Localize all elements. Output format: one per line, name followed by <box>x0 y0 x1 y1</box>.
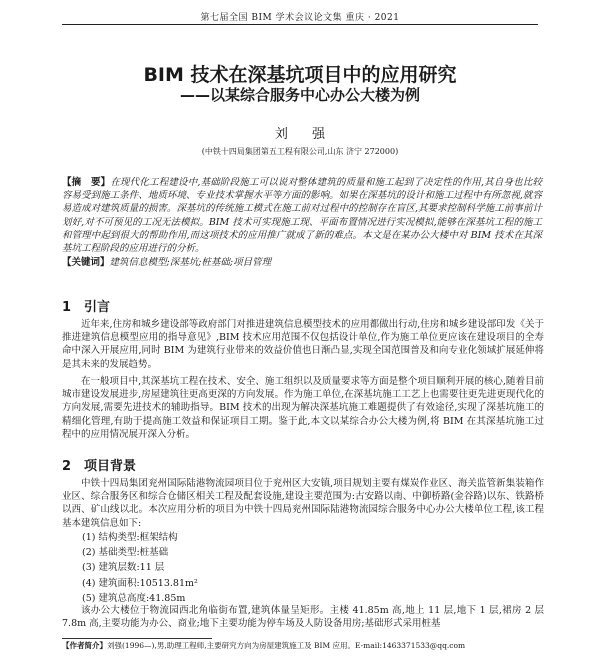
footnote-rule <box>62 638 212 639</box>
paragraph: 在一般项目中,其深基坑工程在技术、安全、施工组织以及质量要求等方面是整个项目顺利开展的核心,随着目前城市建设发展进步,房屋建筑往更高更深的方向发展。作为施工单位,在深基坑施工工艺上也需要往更先进更现代化的方向发展,需要先进技术的辅助指导。BIM 技术的出现为解决深基坑施工难题提供了有效途径,实现了深基坑施工的精细化管理,有助于提高施工效益和保证项目工期。鉴于此,本文以某综合办公大楼为例,将 BIM 在其深基坑施工过程中的应用情况展开深入分析。 <box>62 376 544 440</box>
paper-subtitle: ——以某综合服务中心办公大楼为例 <box>179 86 420 104</box>
footnote-label: 【作者简介】 <box>62 641 107 650</box>
header-rule <box>62 24 538 25</box>
footnote-text: 刘强(1996—),男,助理工程师,主要研究方向为房屋建筑施工及 BIM 应用。E-mail:1463371533@qq.com <box>107 641 466 650</box>
paragraph: 近年来,住房和城乡建设部等政府部门对推进建筑信息模型技术的应用都做出行动,住房和城乡建设部印发《关于推进建筑信息模型应用的指导意见》,BIM 技术应用范围不仅包括设计单位,作为施工单位更应该在建设项目的全寿命中深入开展应用,同时 BIM 为建筑行业带来的效益价值也日渐凸显,实现全国范围普及和向专业化领域扩展延伸将是其未来的发展趋势。 <box>62 319 544 370</box>
paragraph: 中铁十四局集团兖州国际陆港物流园项目位于兖州区大安镇,项目规划主要有煤炭作业区、海关监管新集装箱作业区、综合服务区和综合仓储区相关工程及配套设施,建设主要范围为:古安路以南、中御桥路(金谷路)以东、铁路桥以西、矿山线以北。本次应用分析的项目为中铁十四局兖州国际陆港物流园综合服务中心办公大楼单位工程,该工程基本建筑信息如下: <box>62 478 544 529</box>
list-item: (1) 结构类型:框架结构 <box>82 532 178 543</box>
list-item: (3) 建筑层数:11 层 <box>82 562 165 574</box>
author-name: 刘 强 <box>274 127 336 142</box>
running-header: 第七届全国 BIM 学术会议论文集 重庆 · 2021 <box>200 13 400 23</box>
author-footnote <box>62 641 546 651</box>
author-affiliation: (中铁十四局集团第五工程有限公司,山东 济宁 272000) <box>201 147 399 156</box>
list-item: (2) 基础类型:桩基础 <box>82 547 169 559</box>
paragraph: 该办公大楼位于物流园西北角临街布置,建筑体量呈矩形。主楼 41.85m 高,地上 11 层,地下 1 层,裙房 2 层 7.8m 高,主要功能为办公、商业;地下主要功能为停车场及人防设备用房;基础形式采用桩基 <box>62 605 544 630</box>
keywords-label: 【关键词】 <box>62 257 110 268</box>
abstract <box>62 176 542 255</box>
list-item: (5) 建筑总高度:41.85m <box>82 592 186 604</box>
keywords-text: 建筑信息模型;深基坑;桩基础;项目管理 <box>109 257 272 268</box>
list-item: (4) 建筑面积:10513.81m² <box>82 577 198 589</box>
paper-title: BIM 技术在深基坑项目中的应用研究 <box>143 64 457 86</box>
building-info-list <box>82 530 198 606</box>
section-heading-background: 2 项目背景 <box>62 459 137 474</box>
abstract-label: 【摘 要】 <box>62 177 111 188</box>
abstract-text: 在现代化工程建设中,基础阶段施工可以说对整体建筑的质量和施工起到了决定性的作用,其自身也比较容易受到施工条件、地质环境、专业技术掌握水平等方面的影响。如果在深基坑的设计和施工过程中有所忽视,就容易造成对建筑质量的损害。深基坑的传统施工模式在施工前对过程中的控制存在盲区,其要求控制科学施工前事前计划好,对不可预见的工况无法模拟。BIM 技术可实现施工现、平面布置情况进行实况模拟,能够在深基坑工程的施工和管理中起到很大的帮助作用,而这项技术的应用推广就成了新的难点。本文是在某办公大楼中对 BIM 技术在其深基坑工程阶段的应用进行的分析。 <box>62 177 542 255</box>
keywords <box>62 256 542 269</box>
section-heading-introduction: 1 引言 <box>62 300 111 315</box>
